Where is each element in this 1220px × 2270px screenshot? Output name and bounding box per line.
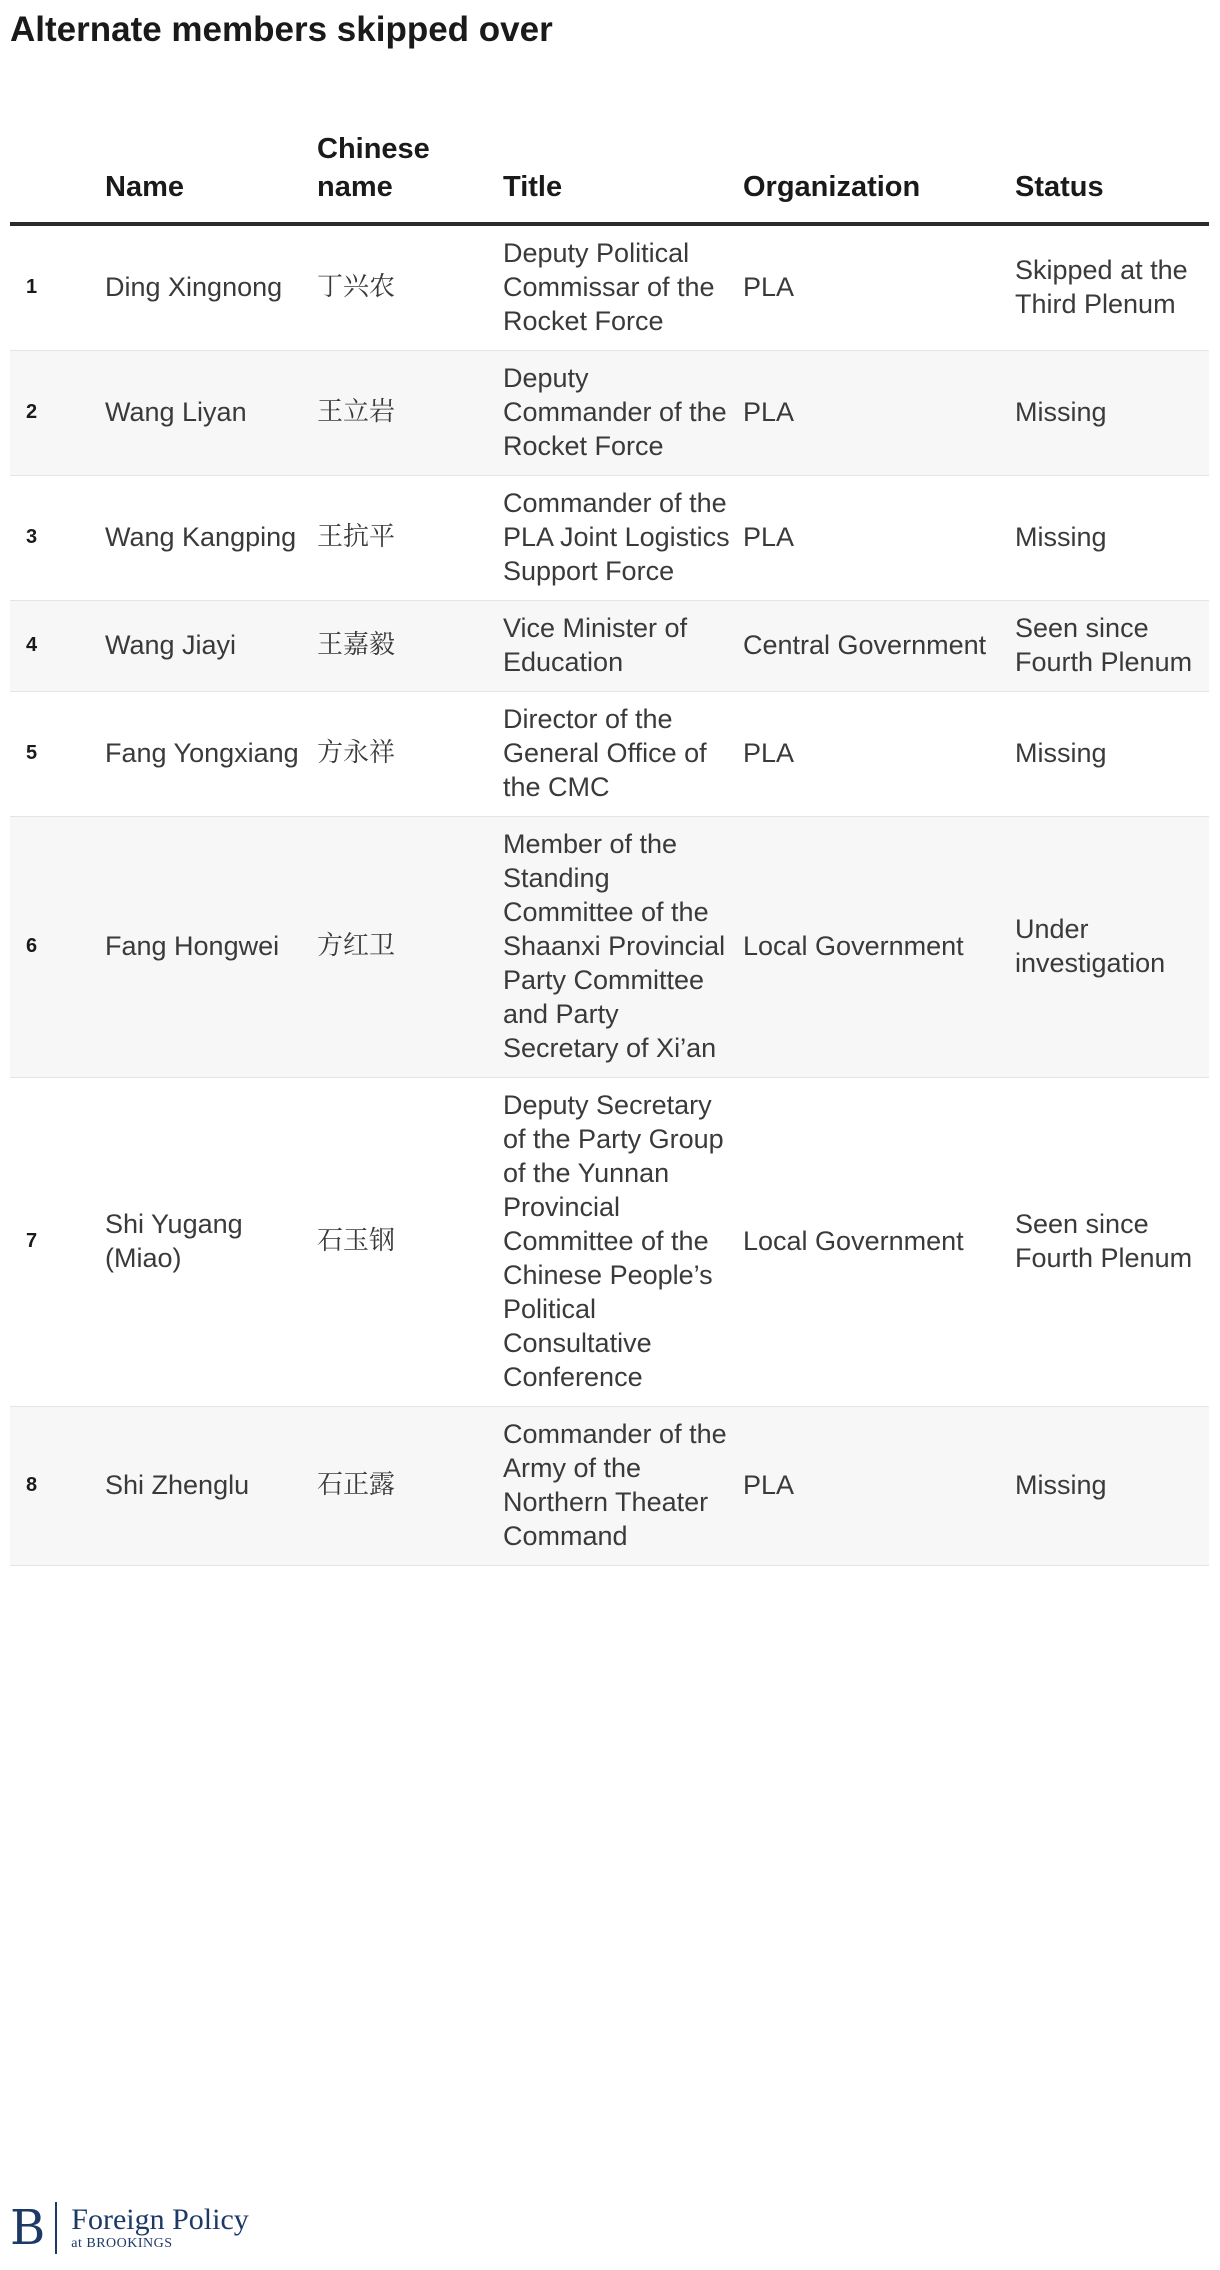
row-title: Deputy Secretary of the Party Group of the Yunnan Provincial Committee of the Chinese People’s Political Consultative Conference (503, 1078, 743, 1407)
logo-letter: B (10, 2200, 46, 2256)
row-index: 6 (10, 817, 105, 1078)
row-name: Shi Zhenglu (105, 1407, 317, 1566)
table-row (10, 1078, 1209, 1407)
row-chinese-name: 王立岩 (317, 351, 503, 476)
row-name: Wang Kangping (105, 476, 317, 601)
brookings-logo (10, 2198, 249, 2258)
row-status: Seen since Fourth Plenum (1015, 1078, 1209, 1407)
row-name: Shi Yugang (Miao) (105, 1078, 317, 1407)
row-name: Wang Jiayi (105, 601, 317, 692)
row-status: Under investigation (1015, 817, 1209, 1078)
row-chinese-name: 方红卫 (317, 817, 503, 1078)
header-status: Status (1015, 125, 1209, 224)
row-title: Director of the General Office of the CMC (503, 692, 743, 817)
logo-line-1: Foreign Policy (71, 2203, 249, 2236)
table-row (10, 601, 1209, 692)
row-title: Commander of the PLA Joint Logistics Support Force (503, 476, 743, 601)
row-organization: PLA (743, 351, 1015, 476)
row-index: 1 (10, 224, 105, 351)
logo-divider (55, 2202, 57, 2254)
row-index: 2 (10, 351, 105, 476)
row-title: Commander of the Army of the Northern Theater Command (503, 1407, 743, 1566)
row-organization: Central Government (743, 601, 1015, 692)
row-organization: Local Government (743, 1078, 1015, 1407)
table-row (10, 692, 1209, 817)
row-index: 5 (10, 692, 105, 817)
table-header (10, 125, 1209, 224)
logo-line-2: at BROOKINGS (71, 2236, 173, 2251)
table-row (10, 351, 1209, 476)
row-title: Vice Minister of Education (503, 601, 743, 692)
row-chinese-name: 方永祥 (317, 692, 503, 817)
table-row (10, 1407, 1209, 1566)
row-chinese-name: 王抗平 (317, 476, 503, 601)
row-name: Fang Yongxiang (105, 692, 317, 817)
header-chinese-name: Chinese name (317, 125, 503, 224)
row-status: Skipped at the Third Plenum (1015, 224, 1209, 351)
row-status: Missing (1015, 351, 1209, 476)
row-name: Wang Liyan (105, 351, 317, 476)
table-row (10, 224, 1209, 351)
row-organization: PLA (743, 692, 1015, 817)
row-index: 3 (10, 476, 105, 601)
members-table (10, 125, 1209, 1566)
row-chinese-name: 石正露 (317, 1407, 503, 1566)
header-row (10, 125, 1209, 224)
row-index: 8 (10, 1407, 105, 1566)
row-organization: PLA (743, 1407, 1015, 1566)
row-status: Missing (1015, 692, 1209, 817)
row-chinese-name: 石玉钢 (317, 1078, 503, 1407)
row-chinese-name: 丁兴农 (317, 224, 503, 351)
row-index: 7 (10, 1078, 105, 1407)
table-row (10, 817, 1209, 1078)
row-status: Seen since Fourth Plenum (1015, 601, 1209, 692)
header-organization: Organization (743, 125, 1015, 224)
row-status: Missing (1015, 476, 1209, 601)
row-title: Deputy Commander of the Rocket Force (503, 351, 743, 476)
row-organization: Local Government (743, 817, 1015, 1078)
row-status: Missing (1015, 1407, 1209, 1566)
row-organization: PLA (743, 224, 1015, 351)
row-organization: PLA (743, 476, 1015, 601)
header-title: Title (503, 125, 743, 224)
header-name: Name (105, 125, 317, 224)
row-name: Fang Hongwei (105, 817, 317, 1078)
row-title: Deputy Political Commissar of the Rocket Force (503, 224, 743, 351)
header-index (10, 125, 105, 224)
row-name: Ding Xingnong (105, 224, 317, 351)
table-row (10, 476, 1209, 601)
table-body (10, 224, 1209, 1566)
row-chinese-name: 王嘉毅 (317, 601, 503, 692)
logo-text (71, 2204, 249, 2252)
row-index: 4 (10, 601, 105, 692)
page-title: Alternate members skipped over (10, 10, 553, 49)
row-title: Member of the Standing Committee of the Shaanxi Provincial Party Committee and Party Secretary of Xi’an (503, 817, 743, 1078)
